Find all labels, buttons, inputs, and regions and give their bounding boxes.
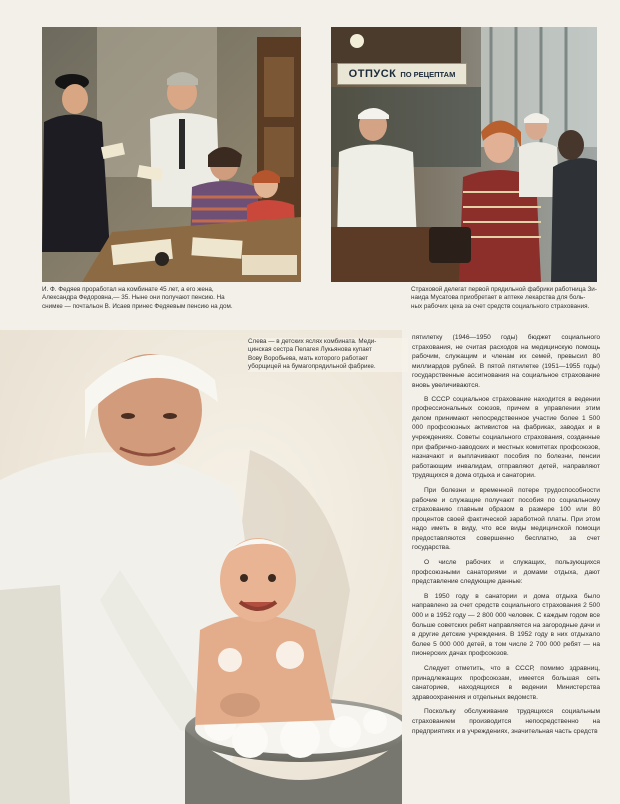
caption-line: цинская сестра Пелагея Лукьянова купает [248, 346, 372, 354]
caption-line: снимке — почтальон В. Исаев принес Федяевым пенсию на дом. [42, 302, 233, 310]
family-photo-caption [42, 286, 304, 311]
caption-line: Страховой делегат первой прядильной фабрики работница Зи- [411, 286, 597, 293]
nursery-photo-illustration [0, 330, 402, 804]
caption-line: И. Ф. Федяев проработал на комбинате 45 лет, а его жена, [42, 286, 214, 293]
pharmacy-sign-word: ПО РЕЦЕПТАМ [400, 69, 456, 79]
caption-line: Александра Федоровна,— 35. Ныне они получают пенсию. На [42, 294, 225, 302]
pharmacy-photo-caption [411, 286, 601, 311]
family-photo-illustration [42, 27, 301, 282]
nursery-photo [0, 330, 402, 804]
caption-line: Вову Воробьева, мать которого работает [248, 354, 369, 362]
article-paragraph: Следует отметить, что в СССР, помимо здравниц, принадлежащих профсоюзам, имеется большая сеть санаториев, находящихся в ведении Министерства здравоохранения и отдельных ведомств. [412, 665, 600, 701]
caption-line: уборщицей на бумагопрядильной фабрике. [248, 363, 376, 371]
family-photo [42, 27, 301, 282]
caption-line: Слева — в детских яслях комбината. Меди- [248, 338, 377, 345]
caption-line: наида Мусатова приобретает в аптеке лекарства для боль- [411, 294, 586, 302]
pharmacy-sign-word: ОТПУСК [348, 68, 397, 80]
article-paragraph: В СССР социальное страхование находится в ведении профессиональных союзов, причем в управлении этим делом принимают непосредственное участие более 1 500 000 профсоюзных активистов на фабриках, заводах и в учреждениях. Советы социального страхования, созданные при фабрично-заводских и местных комитетах профсоюзов, назначают и выплачивают пособия по болезни, пенсии работающим инвалидам, отправляют детей, направляют трудящихся в дома отдыха и санатории. [412, 395, 600, 480]
article-paragraph: О числе рабочих и служащих, пользующихся профсоюзными санаториями и домами отдыха, дают представление следующие данные: [412, 559, 600, 586]
article-paragraph: В 1950 году в санатории и дома отдыха было направлено за счет средств социального страхования 2 500 000 и в 1952 году — 2 800 000 человек. С каждым годом все больше советских ребят направляется на загородные дачи и в другие детские учреждения. В 1952 году в них отдыхало более 5 000 000 детей, в том числе 2 700 000 ребят — на пионерских дачах профсоюзов. [412, 592, 600, 658]
article-paragraph: пятилетку (1946—1950 годы) бюджет социального страхования, не считая расходов на медицинскую помощь рабочим, служащим и членам их семей, превысил 80 миллиардов рублей. В пятой пятилетке (1951—1955 годы) государственные ассигнования на социальное страхование вновь увеличиваются. [412, 334, 600, 389]
caption-line: ных рабочих цеха за счет средств социального страхования. [411, 302, 590, 310]
article-paragraph: Поскольку обслуживание трудящихся социальным страхованием производится непосредственно на предприятиях и в учреждениях, значительная часть средств [412, 708, 600, 735]
pharmacy-sign [337, 63, 467, 85]
article-paragraph: При болезни и временной потере трудоспособности рабочие и служащие получают пособия по социальному страхованию главным образом в размере 100 или 80 процентов своей фактической заработной платы. При этом надо иметь в виду, что все виды медицинской помощи предоставляются совершенно бесплатно, за счет государства. [412, 486, 600, 552]
pharmacy-photo [331, 27, 597, 282]
article-text [412, 333, 600, 736]
nursery-photo-caption [248, 338, 408, 372]
